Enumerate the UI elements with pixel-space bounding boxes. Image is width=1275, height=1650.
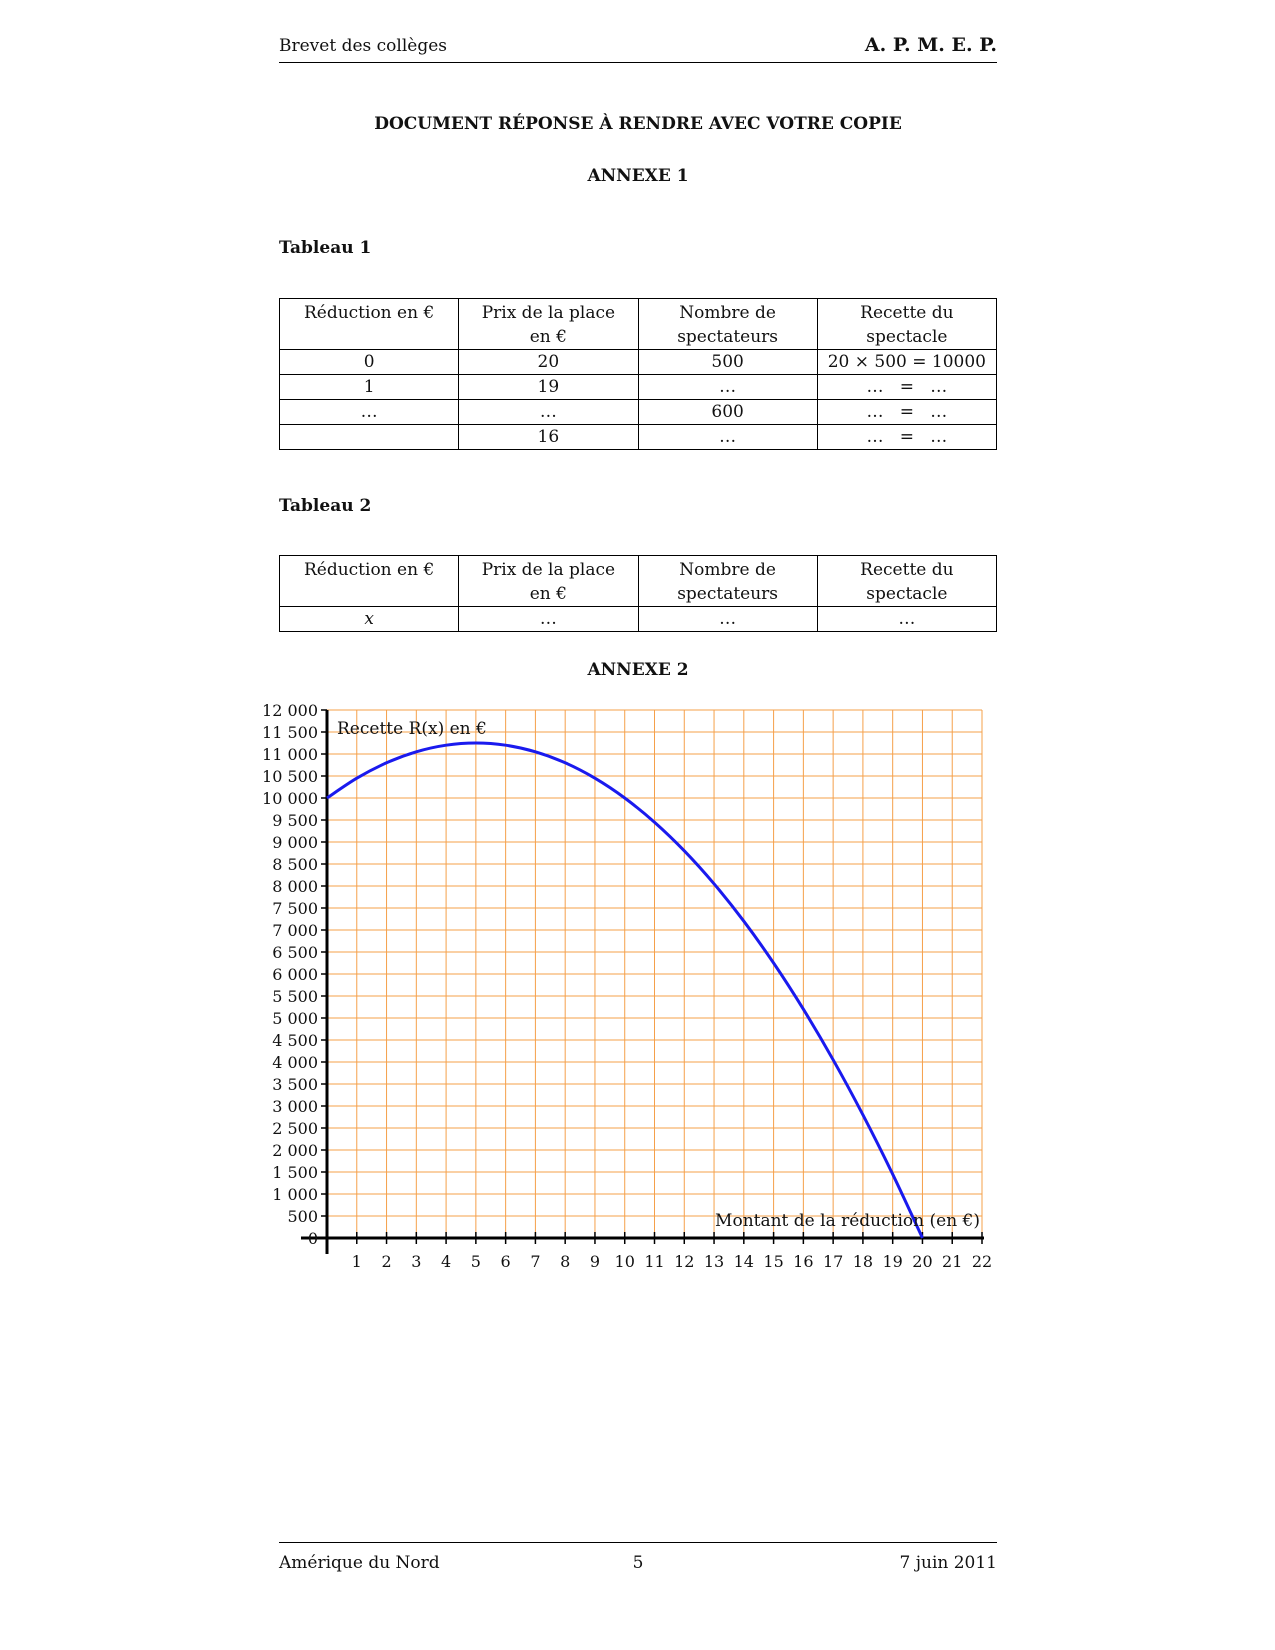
chart-ticks [262,701,992,1271]
tableau1 [279,298,997,450]
x-tick-label: 3 [411,1252,422,1271]
y-tick-label: 8 000 [272,877,318,896]
x-tick-label: 15 [763,1252,784,1271]
table-row [280,425,997,450]
table-cell: x [280,607,459,632]
header-line: Nombre de [679,560,776,580]
header-line: Prix de la place [481,303,616,323]
x-tick-label: 10 [614,1252,635,1271]
tableau1-header-row [280,299,997,350]
table-cell: 20 [459,350,638,375]
y-tick-label: 5 500 [272,987,318,1006]
table-cell: … [459,607,638,632]
table-cell: … [817,607,996,632]
header-line: Recette du [860,303,954,323]
x-axis-label: Montant de la réduction (en €) [715,1211,980,1231]
y-tick-label: 11 000 [262,745,318,764]
tableau2-header-reduction [280,556,459,607]
header-line: Réduction en € [303,560,435,580]
header-line: en € [529,584,567,604]
annexe1-title: ANNEXE 1 [587,166,689,186]
table-row [280,350,997,375]
revenue-chart [250,700,1000,1280]
table-cell: 1 [280,375,459,400]
tableau1-header-reduction [280,299,459,350]
y-tick-label: 500 [287,1207,318,1226]
table-cell: 20 × 500 = 10000 [817,350,996,375]
table-cell: 19 [459,375,638,400]
x-tick-label: 11 [644,1252,665,1271]
y-tick-label: 1 500 [272,1163,318,1182]
table-cell: 500 [638,350,817,375]
tableau2-title: Tableau 2 [279,496,372,516]
footer-page-number: 5 [632,1553,644,1573]
tableau2-header-prix [459,556,638,607]
x-tick-label: 16 [793,1252,814,1271]
y-tick-label: 10 000 [262,789,318,808]
table-cell: 0 [280,350,459,375]
tableau1-title: Tableau 1 [279,238,372,258]
y-tick-label: 2 000 [272,1141,318,1160]
page-header [279,36,997,63]
tableau2-header-row [280,556,997,607]
footer-date: 7 juin 2011 [899,1553,997,1573]
y-tick-label: 8 500 [272,855,318,874]
x-tick-label: 6 [500,1252,511,1271]
x-tick-label: 1 [351,1252,362,1271]
x-tick-label: 4 [440,1252,452,1271]
table-row [280,400,997,425]
x-tick-label: 8 [560,1252,571,1271]
header-exam-name: Brevet des collèges [279,36,448,56]
tableau2-header-spectateurs [638,556,817,607]
y-tick-label: 6 000 [272,965,318,984]
y-tick-label: 3 000 [272,1097,318,1116]
x-tick-label: 21 [942,1252,963,1271]
x-tick-label: 12 [674,1252,695,1271]
table-cell: … = … [817,425,996,450]
table-cell [280,425,459,450]
y-tick-label: 9 500 [272,811,318,830]
footer-location: Amérique du Nord [279,1553,440,1573]
header-line: spectacle [866,327,948,347]
annexe2-title: ANNEXE 2 [587,660,689,680]
header-line: spectateurs [677,584,779,604]
x-tick-label: 17 [822,1252,844,1271]
table-cell: … [638,375,817,400]
y-tick-label: 11 500 [262,723,318,742]
table-cell: … [638,425,817,450]
y-tick-label: 0 [307,1229,318,1248]
y-tick-label: 3 500 [272,1075,318,1094]
tableau1-header-prix [459,299,638,350]
table-row [280,375,997,400]
x-tick-label: 22 [971,1252,993,1271]
header-line: Prix de la place [481,560,616,580]
header-line: en € [529,327,567,347]
header-line: Réduction en € [303,303,435,323]
x-tick-label: 20 [912,1252,933,1271]
header-line: Nombre de [679,303,776,323]
y-tick-label: 6 500 [272,943,318,962]
y-tick-label: 12 000 [262,701,318,720]
tableau1-header-spectateurs [638,299,817,350]
y-tick-label: 2 500 [272,1119,318,1138]
y-axis-label: Recette R(x) en € [337,719,487,739]
tableau1-header-recette [817,299,996,350]
header-association: A. P. M. E. P. [864,34,997,56]
y-tick-label: 10 500 [262,767,318,786]
y-tick-label: 9 000 [272,833,318,852]
table-cell: … [280,400,459,425]
y-tick-label: 1 000 [272,1185,318,1204]
x-tick-label: 2 [381,1252,392,1271]
y-tick-label: 4 500 [272,1031,318,1050]
table-cell: … = … [817,375,996,400]
x-tick-label: 19 [882,1252,903,1271]
header-line: Recette du [860,560,954,580]
x-tick-label: 9 [589,1252,601,1271]
header-line: spectateurs [677,327,779,347]
x-tick-label: 7 [530,1252,541,1271]
y-tick-label: 4 000 [272,1053,318,1072]
document-title: DOCUMENT RÉPONSE À RENDRE AVEC VOTRE COPIE [374,114,902,134]
y-tick-label: 7 000 [272,921,318,940]
table-cell: 16 [459,425,638,450]
x-tick-label: 13 [703,1252,725,1271]
table-row [280,607,997,632]
x-tick-label: 14 [733,1252,754,1271]
header-line: spectacle [866,584,948,604]
x-tick-label: 5 [470,1252,481,1271]
tableau2-header-recette [817,556,996,607]
y-tick-label: 7 500 [272,899,318,918]
table-cell: … [638,607,817,632]
table-cell: 600 [638,400,817,425]
table-cell: … [459,400,638,425]
y-tick-label: 5 000 [272,1009,318,1028]
tableau2 [279,555,997,632]
x-tick-label: 18 [852,1252,874,1271]
page-footer [279,1542,997,1575]
table-cell: … = … [817,400,996,425]
